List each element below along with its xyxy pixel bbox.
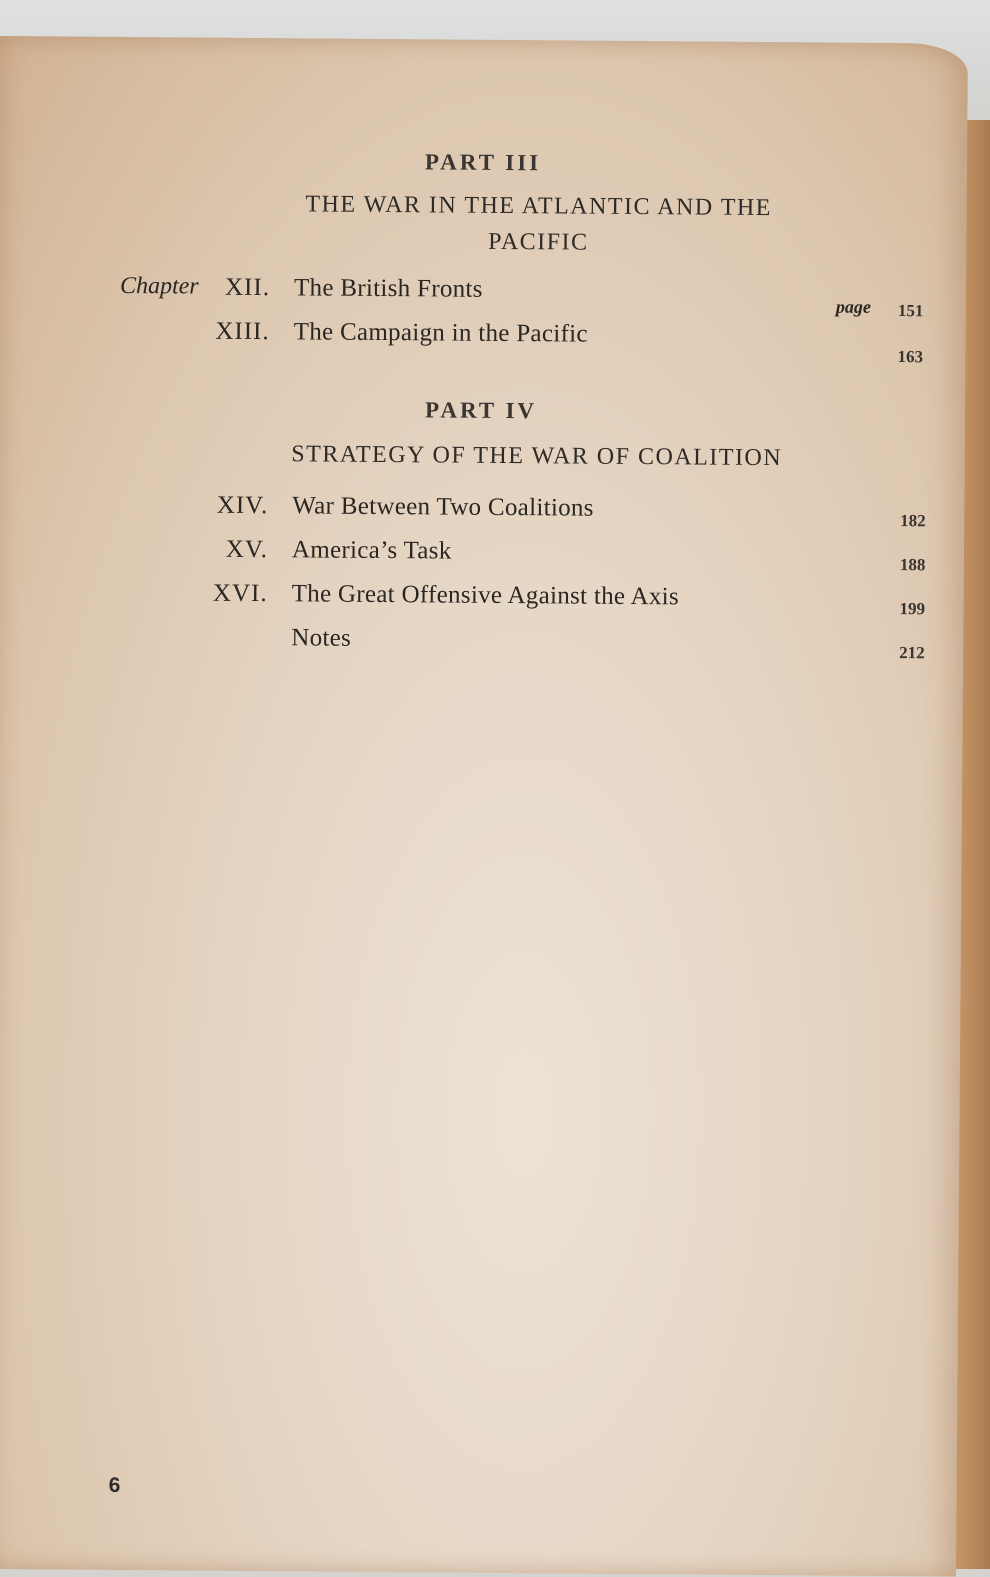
toc-entry-xiii bbox=[0, 316, 966, 367]
chapter-title: America’s Task bbox=[291, 536, 452, 565]
page-number: 188 bbox=[899, 555, 926, 575]
notes-title: Notes bbox=[291, 624, 352, 652]
chapter-title: War Between Two Coalitions bbox=[292, 492, 594, 522]
chapter-label: Chapter bbox=[119, 272, 199, 300]
chapter-number: XV. bbox=[225, 535, 269, 564]
book-page bbox=[0, 36, 968, 1577]
chapter-number: XIV. bbox=[216, 491, 269, 520]
chapter-number: XVI. bbox=[212, 579, 268, 608]
page-number: 151 bbox=[897, 301, 924, 321]
page-label: page bbox=[835, 296, 871, 317]
chapter-title: The Campaign in the Pacific bbox=[293, 318, 588, 348]
toc-entry-xiv bbox=[0, 490, 964, 538]
chapter-title: The British Fronts bbox=[293, 274, 483, 303]
folio-page-number: 6 bbox=[108, 1473, 121, 1497]
toc-entry-notes bbox=[0, 622, 963, 670]
chapter-number: XIII. bbox=[215, 317, 270, 346]
toc-entry-xii bbox=[0, 272, 966, 320]
part-iv-title: STRATEGY OF THE WAR OF COALITION bbox=[291, 441, 783, 472]
part-iii-title-line2: PACIFIC bbox=[488, 228, 589, 256]
part-iv-heading: PART IV bbox=[424, 397, 538, 424]
chapter-title: The Great Offensive Against the Axis bbox=[291, 580, 680, 611]
chapter-number: XII. bbox=[224, 273, 271, 302]
page-number: 199 bbox=[899, 599, 926, 619]
page-number: 212 bbox=[899, 643, 925, 663]
page-number: 182 bbox=[900, 511, 926, 531]
toc-entry-xv bbox=[0, 534, 964, 582]
toc-entry-xvi bbox=[0, 578, 964, 626]
part-iii-heading: PART III bbox=[424, 149, 542, 176]
page-number: 163 bbox=[897, 347, 924, 367]
part-iii-title-line1: THE WAR IN THE ATLANTIC AND THE bbox=[305, 191, 773, 222]
